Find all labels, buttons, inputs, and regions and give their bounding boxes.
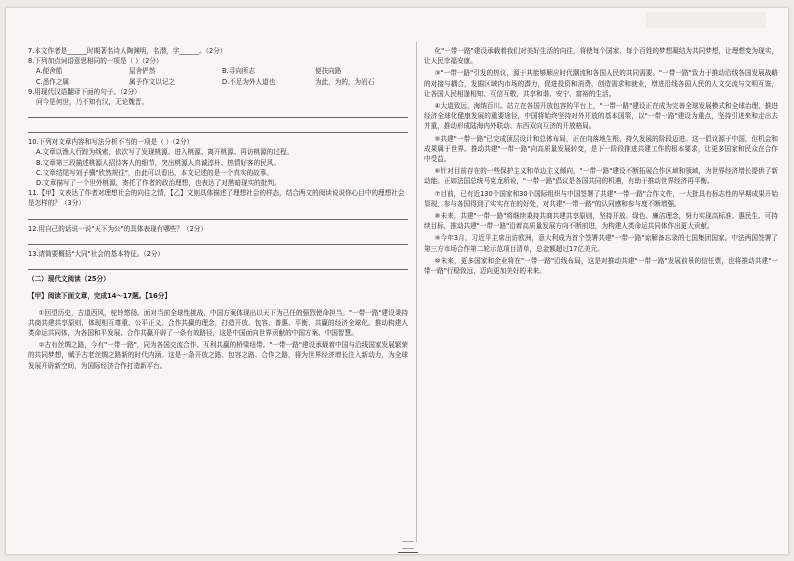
passage-paragraph: 化"一带一路"建设承载着我们对美好生活的向往，将使每个国家、每个百姓的梦想凝结为共同梦想，让理想变为现实，让人民幸福安康。 [424, 47, 778, 66]
option-d: D.不足为外人道也 [222, 77, 276, 86]
question-9-sentence: 问今是何世，乃不知有汉，无论魏晋。 [36, 98, 149, 107]
question-9: 9.用现代汉语翻译下面的句子。（2分） [28, 87, 141, 96]
option-a: A.便舍船 [36, 67, 63, 76]
question-8-options-row-2 [36, 77, 408, 87]
option-c: C.悉作之属 [36, 77, 70, 86]
question-13: 13.请简要概括"大同"社会的基本特征。（2分） [28, 249, 165, 258]
option-d-pair: 为此，为的，为岩石 [315, 77, 375, 86]
passage-paragraph: ⑦目前，已有近130个国家和30个国际组织与中国签署了共建"一带一路"合作文件，一大批具有标志性的早期成果开始显现，参与各国得到了实实在在的好处，对共建"一带一路"的认同感和参与度不断增强。 [424, 189, 778, 208]
question-8-options-row-1 [36, 66, 408, 76]
question-7: 7.本文作者是______时期著名诗人陶渊明，名潜，字______。（2分） [28, 47, 227, 55]
passage-paragraph: ⑨今年3月，习近平主席出访欧洲，意大利成为首个签署共建"一带一路"谅解备忘录的七国集团国家。中法两国签署了第三方市场合作第二轮示范项目清单，总金额超过17亿美元。 [424, 234, 778, 253]
passage-paragraph: ②古有丝绸之路，今有"一带一路"，同为各国交流合作、互利共赢的桥梁纽带。"一带一路"建设承载着中国与沿线国家发展繁荣的共同梦想，赋予古老丝绸之路新的时代内涵。这是一条开放之路、包容之路、合作之路，将为世界经济增长注入新动力，为全球发展开辟新空间，为国际经济合作打造新平台。 [28, 341, 408, 370]
option-b: B.文章第三段描述桃源人招待客人的细节，突出桃源人真诚淳朴、热情好客的民风。 [36, 158, 280, 167]
answer-line[interactable] [28, 209, 408, 220]
passage-paragraph: ⑥针对目前存在的一些保护主义和单边主义倾向，"一带一路"建设不断拓展合作区域和领域，为世界经济增长提供了新动能。正如法国总统马克龙所说，"一带一路"倡议是各国共同的机遇，有助于推动世界经济再平衡。 [424, 167, 778, 186]
option-b-pair: 便扶向路 [315, 67, 342, 76]
answer-line[interactable] [28, 259, 408, 270]
scan-stain [646, 12, 766, 28]
section-2-title: （二）现代文阅读（25分） [28, 275, 110, 284]
passage-paragraph: ①回望历史，古道西风，驼铃悠扬。面对当前全球性挑战，中国方案体现出以天下为己任的强烈使命担当。"一带一路"建设秉持共商共建共享原则，体现相互尊重、公平正义、合作共赢的理念，打造开放、包容、普惠、平衡、共赢的经济全球化。推动构建人类命运共同体，为各国和平发展、合作共赢开辟了一条有效路径，这是中国面向世界贡献的中国方案、中国智慧。 [28, 308, 408, 338]
option-c: C.文章结尾写刘子骥"欣然规往"，由此可以看出，本文记述的是一个真实的故事。 [36, 168, 273, 177]
option-a: A.文章以渔人行踪为线索，依次写了发现桃源、进入桃源、离开桃源、再访桃源的过程。 [36, 148, 294, 157]
question-12: 12.用自己的话说一说"天下为公"的具体表现有哪些？（2分） [28, 224, 207, 233]
passage-paragraph: ③"一带一路"引发的热议，源于其能够顺应时代潮流和各国人民的共同需要。"一带一路"致力于推动沿线各国发展战略的对接与耦合，发掘区域内市场的潜力，促进投资和消费，创造需求和就业，增进沿线各国人民的人文交流与文明互鉴，让各国人民相逢相知、互信互敬，共享和谐、安宁、富裕的生活。 [424, 69, 778, 98]
passage-paragraph: ⑧未来，共建"一带一路"将继续秉持共商共建共享原则，坚持开放、绿色、廉洁理念，努力实现高标准、惠民生、可持续目标，推动共建"一带一路"沿着高质量发展方向不断前进，为构建人类命运共同体作出更大贡献。 [424, 212, 778, 231]
page-footer: —— —— [398, 538, 418, 553]
answer-line[interactable] [28, 234, 408, 245]
column-divider [416, 42, 417, 542]
option-d: D.文章描写了一个世外桃源，寄托了作者的政治理想，也表达了对黑暗现实的批判。 [36, 179, 281, 188]
option-b: B.寻向所志 [222, 67, 255, 76]
answer-line[interactable] [28, 107, 408, 118]
question-8: 8.下列加点词语意思相同的一项是（ ）（2分） [28, 57, 163, 66]
option-a-pair: 屋舍俨然 [129, 67, 156, 76]
question-10: 10.下列对文章内容和写法分析不当的一项是（ ）（2分） [28, 138, 194, 147]
exam-sheet [6, 8, 788, 554]
answer-line[interactable] [28, 122, 408, 133]
section-2-subtitle: 【甲】阅读下面文章，完成14～17题。【16分】 [28, 291, 171, 300]
right-column [424, 46, 778, 278]
left-column [28, 46, 408, 373]
passage-paragraph: ⑩未来，更多国家和企业将在"一带一路"沿线布局，这是对推动共建"一带一路"发展前景的信任票，也将推动共建"一带一路"行稳致远，迈向更加美好的未来。 [424, 256, 778, 276]
option-c-pair: 属予作文以记之 [129, 77, 176, 86]
passage-paragraph: ⑤共建"一带一路"已完成顶层设计和总体布局，正在向落地生根、持久发展的阶段迈进。这一倡议源于中国，但机会和成果属于世界。推动共建"一带一路"向高质量发展转变，是下一阶段推进共建工作的根本要求，让更多国家和民众在合作中受益。 [424, 134, 778, 164]
passage-paragraph: ④大道致远，海纳百川。站立在各国开放包容的平台上，"一带一路"建设正在成为完善全球发展模式和全球治理、推进经济全球化健康发展的重要途径，中国将始终坚持对外开放的基本国策，以"一带一路"建设为重点，坚持引进来和走出去并重，推动形成陆海内外联动、东西双向互济的开放格局。 [424, 102, 778, 131]
question-11: 11.【甲】文表达了作者对理想社会的向往之情，【乙】文则具体描述了理想社会的样态，结合两文的阅读说说你心目中的理想社会是怎样的？（3分） [28, 189, 405, 208]
